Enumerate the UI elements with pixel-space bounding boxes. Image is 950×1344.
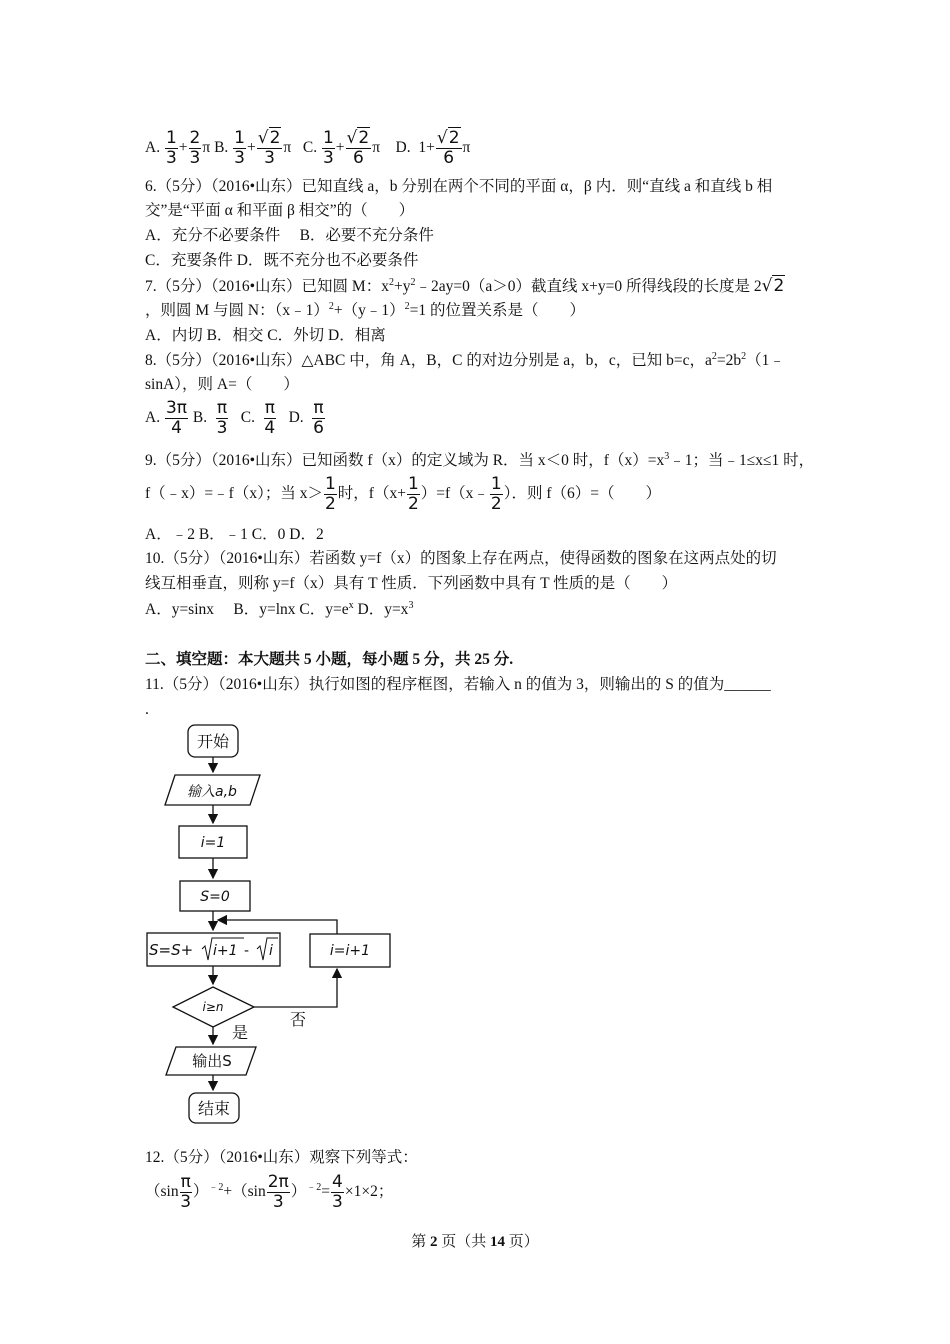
option-b-label: B. — [214, 139, 229, 156]
section-2-heading: 二、填空题：本大题共 5 小题，每小题 5 分，共 25 分. — [145, 651, 514, 668]
fraction-sqrt2-6: $\frac{√2}{6}$ — [436, 127, 460, 168]
init-s-label: S=0 — [200, 889, 230, 905]
update-sqrt-i1: i+1 — [213, 943, 238, 959]
q10-line-2: 线互相垂直，则称 y=f（x）具有 T 性质．下列函数中具有 T 性质的是（ ） — [145, 575, 678, 592]
q11-line-2: . — [145, 701, 149, 718]
start-label: 开始 — [196, 732, 230, 751]
output-label: 输出S — [192, 1052, 232, 1070]
q7-line-2: ，则圆 M 与圆 N：（x﹣1）$^2$+（y﹣1）$^2$=1 的位置关系是（ ） — [145, 301, 585, 319]
q9-options: A．﹣2 B．﹣1 C．0 D．2 — [145, 526, 324, 543]
yes-label: 是 — [232, 1023, 249, 1042]
q8-line-2: sinA），则 A=（ ） — [145, 376, 299, 393]
q10-options: A．y=sinx B．y=lnx C．$y=e^x$ D．$y=x^3$ — [145, 600, 414, 618]
fraction-1-3: $\frac{1}{3}$ — [165, 127, 177, 168]
option-c-label: C. — [302, 139, 318, 156]
q6-line-2: 交”是“平面 α 和平面 β 相交”的（ ） — [145, 202, 415, 219]
q10-line-1: 10.（5分）（2016•山东）若函数 y=f（x）的图象上存在两点，使得函数的图象在这两点处的切 — [145, 550, 777, 567]
q8-line-1: 8.（5分）（2016•山东）△ABC 中，角 A，B，C 的对边分别是 a，b，c，已知 b=c，$a^2=2b^2(1﹣$ — [145, 351, 785, 369]
fraction-2-3: $\frac{2}{3}$ — [189, 127, 201, 168]
page-footer: 第 2 页（共 14 页） — [411, 1234, 539, 1250]
sqrt-2: √2 — [761, 276, 785, 296]
end-label: 结束 — [197, 1099, 231, 1118]
update-sqrt-i: i — [269, 943, 273, 959]
update-s-prefix: S=S+ — [149, 941, 194, 959]
no-label: 否 — [290, 1010, 307, 1029]
q7-line-1: 7.（5分）（2016•山东）已知圆 M：$x^2+y^2﹣2ay=0(a>0)$截直线 x+y=0 所得线段的长度是 2√2 — [145, 276, 785, 296]
init-i-label: i=1 — [200, 835, 226, 851]
q12-line-1: 12.（5分）（2016•山东）观察下列等式： — [145, 1149, 418, 1166]
update-minus: - — [244, 943, 250, 959]
q7-options: A．内切 B．相交 C．外切 D．相离 — [145, 327, 386, 344]
q6-options-ab: A．充分不必要条件 B．必要不充分条件 — [145, 227, 434, 244]
input-label: 输入a,b — [187, 784, 237, 800]
q6-options-cd: C．充要条件 D．既不充分也不必要条件 — [145, 252, 419, 269]
fraction-sqrt2-3: $\frac{√2}{3}$ — [257, 127, 281, 168]
page-number: 2 — [429, 1234, 438, 1250]
option-d-label: D. — [395, 139, 411, 156]
total-pages: 14 — [490, 1234, 505, 1250]
q8-options: A. $\frac{3\pi}{4}$ B. $\frac{\pi}{3}$ C. $\frac{\pi}{4}$ D. $\frac{\pi}{6}$ — [145, 397, 324, 438]
q6-line-1: 6.（5分）（2016•山东）已知直线 a，b 分别在两个不同的平面 α，β 内．则“直线 a 和直线 b 相 — [145, 178, 773, 195]
condition-label: i≥n — [202, 1000, 224, 1014]
q9-line-1: 9.（5分）（2016•山东）已知函数 f（x）的定义域为 R．当 x＜0 时，$f(x)=x^3﹣1$；当﹣1≤x≤1 时， — [145, 451, 815, 469]
fraction-sqrt2-6: $\frac{√2}{6}$ — [346, 127, 370, 168]
fraction-1-3: $\frac{1}{3}$ — [234, 127, 245, 168]
program-flowchart — [140, 720, 410, 1125]
option-a-label: A. — [145, 139, 161, 156]
q5-options: A. $\frac{1}{3}$ + $\frac{2}{3}$ π B. $\frac{1}{3}$ + $\frac{√2}{3}$ π C. $\frac{1}{3}$ + $\frac{√2}{6}$ π D. 1+ $\frac{√2}{6}$ π — [145, 127, 471, 168]
q9-line-2: f（﹣x）=﹣f（x）；当 x＞ $\frac{1}{2}$ 时，f（x+ $\frac{1}{2}$ ）=f（x﹣ $\frac{1}{2}$ ）．则 f（6）=（ ） — [145, 473, 662, 514]
q11-line-1: 11.（5分）（2016•山东）执行如图的程序框图，若输入 n 的值为 3，则输出的 S 的值为______ — [145, 676, 771, 693]
fraction-1-3: $\frac{1}{3}$ — [322, 127, 334, 168]
q12-equation: （sin $\frac{\pi}{3}$ ）$^{﹣2}$+（sin $\frac{2\pi}{3}$ ）$^{﹣2}$= $\frac{4}{3}$ ×1×2； — [145, 1171, 394, 1212]
increment-i-label: i=i+1 — [329, 943, 371, 959]
